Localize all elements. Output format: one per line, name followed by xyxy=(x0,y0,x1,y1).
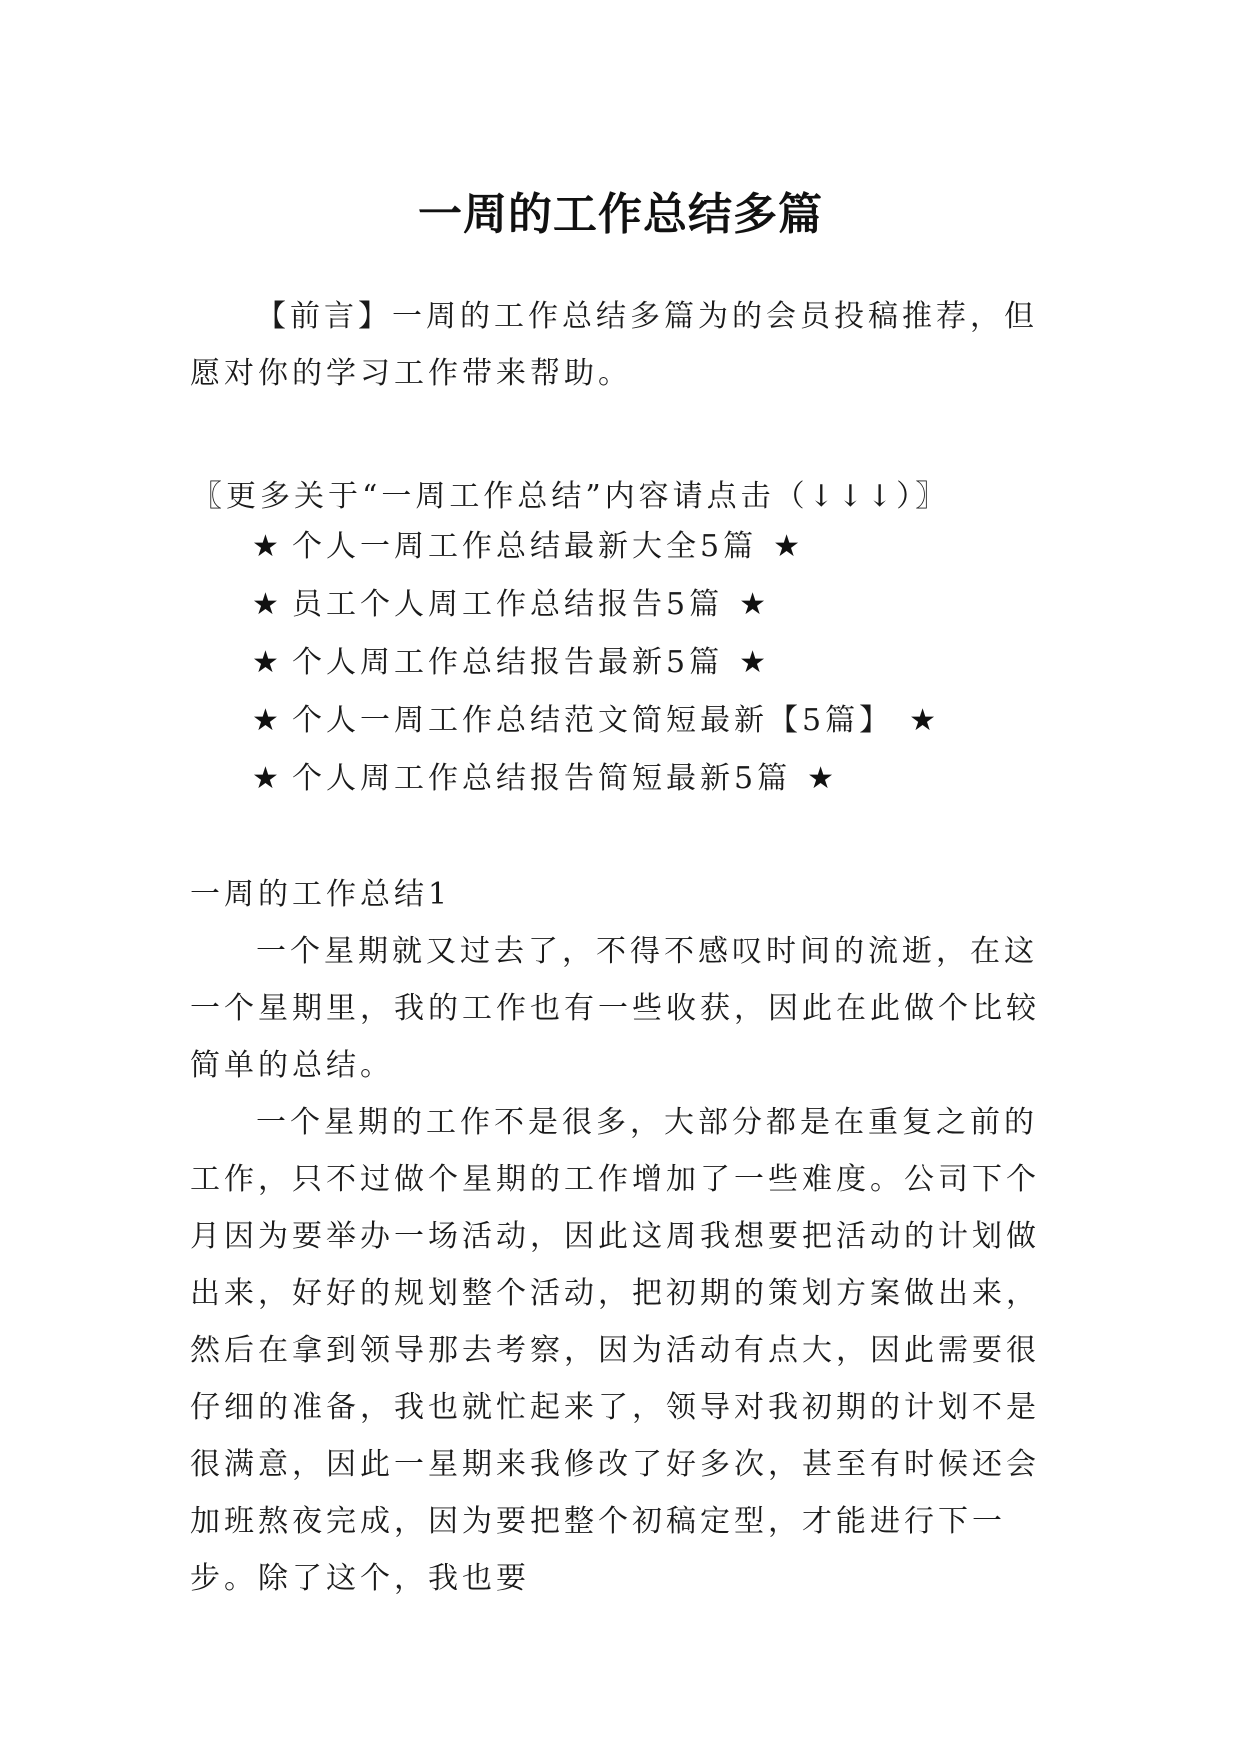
star-icon: ★ xyxy=(252,761,283,796)
related-link-item[interactable] xyxy=(252,576,940,634)
star-icon: ★ xyxy=(252,645,283,680)
document-title: 一周的工作总结多篇 xyxy=(418,189,823,241)
related-link-label[interactable]: 个人周工作总结报告简短最新5篇 xyxy=(292,761,792,796)
preface-paragraph: 【前言】一周的工作总结多篇为的会员投稿推荐，但愿对你的学习工作带来帮助。 xyxy=(190,299,1038,391)
related-link-label[interactable]: 个人一周工作总结最新大全5篇 xyxy=(292,529,758,564)
star-icon: ★ xyxy=(252,703,283,738)
related-link-label[interactable]: 员工个人周工作总结报告5篇 xyxy=(292,587,724,622)
related-link-item[interactable] xyxy=(252,518,940,576)
related-links-list xyxy=(252,518,940,808)
star-icon: ★ xyxy=(252,587,283,622)
related-link-item[interactable] xyxy=(252,692,940,750)
related-link-label[interactable]: 个人周工作总结报告最新5篇 xyxy=(292,645,724,680)
more-related-link[interactable]: 〖更多关于“一周工作总结”内容请点击（↓↓↓）〗 xyxy=(192,479,950,514)
star-icon: ★ xyxy=(252,529,283,564)
related-link-item[interactable] xyxy=(252,750,940,808)
star-icon: ★ xyxy=(739,645,770,680)
star-icon: ★ xyxy=(773,529,804,564)
star-icon: ★ xyxy=(909,703,940,738)
star-icon: ★ xyxy=(739,587,770,622)
related-link-label[interactable]: 个人一周工作总结范文简短最新【5篇】 xyxy=(292,703,894,738)
body-paragraph: 一个星期就又过去了，不得不感叹时间的流逝，在这一个星期里，我的工作也有一些收获，因此在此做个比较简单的总结。 xyxy=(190,934,1040,1083)
section-heading: 一周的工作总结1 xyxy=(190,877,452,912)
star-icon: ★ xyxy=(807,761,838,796)
related-link-item[interactable] xyxy=(252,634,940,692)
body-paragraph: 一个星期的工作不是很多，大部分都是在重复之前的工作，只不过做个星期的工作增加了一些难度。公司下个月因为要举办一场活动，因此这周我想要把活动的计划做出来，好好的规划整个活动，把初期的策划方案做出来，然后在拿到领导那去考察，因为活动有点大，因此需要很仔细的准备，我也就忙起来了，领导对我初期的计划不是很满意，因此一星期来我修改了好多次，甚至有时候还会加班熬夜完成，因为要把整个初稿定型，才能进行下一步。除了这个，我也要 xyxy=(190,1105,1040,1596)
